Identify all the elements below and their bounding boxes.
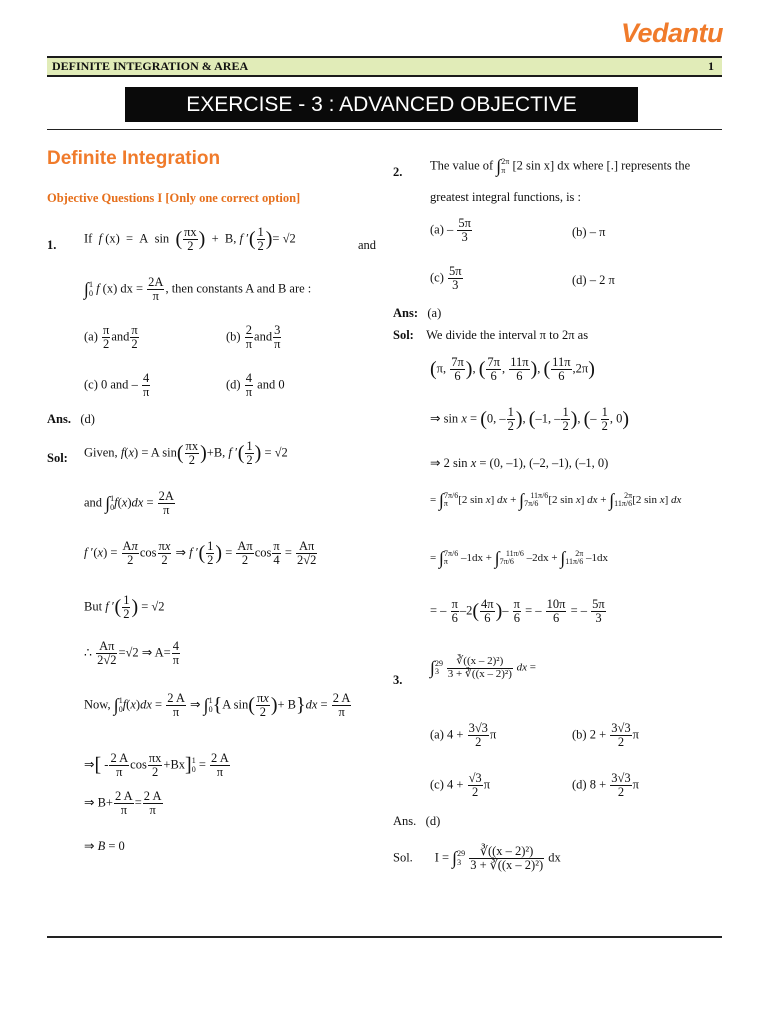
q1-and: and (357, 238, 376, 252)
q1-ans-value: (d) (80, 412, 95, 426)
q1-sol-line6: Now, $\int_0^1f(x)dx$ = $\frac{2 A}{\pi}$ ⇒ $\int_0^1\{A$ sin( $\frac{\pi x}{2}$ )+ B}dx = $\frac{2 A}{\pi}$ (84, 691, 351, 720)
q2-option-a: (a) – $\frac{5\pi}{3}$ (430, 216, 471, 245)
q3-answer (393, 814, 440, 829)
header-title: DEFINITE INTEGRATION & AREA (52, 59, 249, 73)
q2-answer (393, 306, 441, 321)
opt-b-label: (b) (226, 329, 241, 344)
q2-sol-intervals: (π, $\frac{7\pi}{6}$ ), ( $\frac{7\pi}{6}$ , $\frac{11\pi}{6}$ ), ( $\frac{11\pi}{6}$ ,2π) (430, 355, 595, 384)
and-word: and (84, 495, 103, 510)
section-title: Definite Integration (47, 148, 221, 169)
q1-sol-line4: But f ′( $\frac{1}{2}$ ) = √2 (84, 593, 165, 622)
q2-text-a: The value of (430, 158, 494, 173)
q1-ans-label: Ans. (47, 412, 71, 426)
q1-sol-line1: Given, f(x) = A sin( $\frac{\pi x}{2}$ )+B, f ′( $\frac{1}{2}$ ) = √2 (84, 439, 288, 468)
q2-sol-text: We divide the interval (426, 328, 537, 342)
q3-solution: Sol. $I = \int_3^{29}$ $\frac{\text{∛((x – 2)²)}}{\text{3 + ∛((x – 2)²)}}$ dx (393, 844, 561, 873)
q2-statement-line2: greatest integral functions, is : (430, 190, 582, 204)
q2-sol-to: to (549, 328, 559, 342)
q3-statement: $\int_3^{29}$ $\frac{\text{∛((x – 2)²)}}{\text{3 + ∛((x – 2)²)}}$ dx = (430, 655, 536, 680)
q2-sol-line1: Sol: We divide the interval π to 2π as (393, 328, 589, 342)
q1-option-b: (b) $\frac{2}{\pi}$ and $\frac{3}{\pi}$ (226, 323, 281, 352)
q3-sol-label: Sol. (393, 850, 413, 865)
q2-option-d: (d) – 2 π (572, 273, 615, 287)
q1-line2-tail: , then constants A and B are : (165, 281, 312, 296)
given-word: Given, (84, 445, 118, 460)
q2-sol-split-integral: = $\int_\pi^{7\pi/6}[2$ sin x] dx + $\int_{7\pi/6}^{11\pi/6}[2$ sin x] dx + $\int_{11\pi/6}^{2\pi}[2$ sin x] dx (430, 490, 682, 510)
q3-option-d: (d) 8 + $\frac{3√3}{2}$ π (572, 771, 639, 800)
q1-number: 1. (47, 238, 57, 252)
q3-option-a: (a) 4 + $\frac{3√3}{2}$ π (430, 721, 497, 750)
q1-if: If (84, 231, 93, 246)
divider (47, 129, 722, 130)
opt-a-and: and (111, 329, 130, 344)
q3-ans-value: (d) (425, 814, 441, 828)
q2-sol-sinx: ⇒ sin x = (0, – $\frac{1}{2}$ ), (–1, – $\frac{1}{2}$ ), (– $\frac{1}{2}$ , 0) (430, 405, 630, 434)
q1-sol-label: Sol: (47, 451, 68, 465)
q2-sol-label: Sol: (393, 328, 414, 342)
opt-c-label: (c) (84, 377, 98, 392)
opt-d-label: (d) (226, 377, 241, 392)
q1-option-a: (a) $\frac{\pi}{2}$ and $\frac{\pi}{2}$ (84, 323, 138, 352)
footer-divider (47, 936, 722, 938)
q2-ans-value: (a) (427, 306, 442, 320)
q3-ans-label: Ans. (393, 814, 417, 828)
now-word: Now, (84, 697, 111, 712)
q1-answer (47, 412, 95, 427)
q3-option-c: (c) 4 + $\frac{√3}{2}$ π (430, 771, 490, 800)
q2-sol-result: = – $\frac{\pi}{6}$ –2( $\frac{4\pi}{6}$ )– $\frac{\pi}{6}$ = – $\frac{10\pi}{6}$ = – $\frac{5\pi}{3}$ (430, 597, 605, 626)
q1-sol-line3: f ′(x) = $\frac{A\pi}{2}$ cos $\frac{\pi x}{2}$ ⇒ f ′( $\frac{1}{2}$ ) = $\frac{A\pi}{2}$ cos $\frac{\pi}{4}$ = $\frac{A\pi}{2√2}$ (84, 539, 317, 568)
q2-option-c: (c) $\frac{5\pi}{3}$ (430, 264, 462, 293)
q2-sol-values: = $\int_\pi^{7\pi/6}$ $-1dx + \int_{7\pi/6}^{11\pi/6}$ $-2dx + \int_{11\pi/6}^{2\pi}$ –1dx (430, 548, 609, 568)
exercise-banner: EXERCISE - 3 : ADVANCED OBJECTIVE QUESTIONS (125, 87, 638, 122)
q2-option-b: (b) – π (572, 225, 606, 239)
vedantu-logo: Vedantu (620, 18, 723, 48)
q1-sol-line5: ∴ $\frac{A\pi}{2√2}$ =√2 ⇒ A= $\frac{4}{\pi}$ (84, 639, 180, 668)
q1-option-d: (d) $\frac{4}{\pi}$ and 0 (226, 371, 285, 400)
q1-statement-line1: If f (x) = A sin ( $\frac{\pi x}{2}$ ) + B, f ′( $\frac{1}{2}$ )= √2 and (84, 225, 376, 254)
q2-sol-2sinx: ⇒ 2 sin x = (0, –1), (–2, –1), (–1, 0) (430, 456, 609, 470)
page-number: 1 (708, 59, 714, 73)
q2-ans-label: Ans: (393, 306, 419, 320)
running-header (47, 56, 722, 77)
q1-statement-line2: $\int_0^1$ f (x) dx = $\frac{2A}{\pi}$ , then constants A and B are : (84, 275, 312, 304)
q1-sol-line7: ⇒[ - $\frac{2 A}{\pi}$ cos $\frac{\pi x}{2}$ $+Bx]_0^1$ = $\frac{2 A}{\pi}$ (84, 751, 229, 780)
but-word: But (84, 599, 103, 614)
q1-sol-line8: ⇒ B+ $\frac{2 A}{\pi}$ = $\frac{2 A}{\pi}$ (84, 789, 162, 818)
q3-number: 3. (393, 673, 403, 687)
q1-sol-line9: ⇒ B = 0 (84, 839, 125, 853)
q2-text-b: where [.] represents the (572, 158, 691, 173)
subsection-title: Objective Questions I [Only one correct option] (47, 191, 301, 205)
q2-statement-line1: The value of $\int_\pi^{2\pi}$ [2 sin x] dx where [.] represents the (430, 156, 691, 176)
q1-option-c: (c) 0 and – $\frac{4}{\pi}$ (84, 371, 150, 400)
q2-sol-as: as (577, 328, 589, 342)
opt-c-text: 0 and (101, 377, 129, 392)
q2-number: 2. (393, 165, 403, 179)
opt-a-label: (a) (84, 329, 98, 344)
q1-sol-line2: and $\int_0^1f(x)dx$ = $\frac{2A}{\pi}$ (84, 489, 174, 518)
opt-b-and: and (254, 329, 273, 344)
opt-d-text: and 0 (257, 377, 285, 392)
q3-option-b: (b) 2 + $\frac{3√3}{2}$ π (572, 721, 639, 750)
